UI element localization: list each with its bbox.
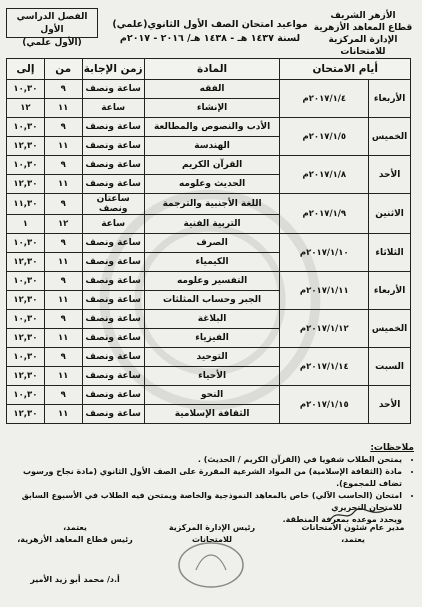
from-time-cell: ١١ (44, 99, 82, 118)
header-line: قطاع المعاهد الأزهرية (313, 23, 413, 33)
subject-cell: الجبر وحساب المثلثات (144, 291, 280, 310)
duration-cell: ساعة ونصف (82, 405, 144, 424)
table-row (7, 234, 411, 253)
to-time-cell: ١٢,٣٠ (7, 329, 45, 348)
col-header-from: من (44, 59, 82, 80)
duration-cell: ساعة ونصف (82, 272, 144, 291)
table-row (7, 348, 411, 367)
duration-cell: ساعة (82, 99, 144, 118)
exam-day-cell: الخميس (369, 118, 411, 156)
col-header-duration: زمن الإجابة (82, 59, 144, 80)
from-time-cell: ٩ (44, 272, 82, 291)
from-time-cell: ١٢ (44, 215, 82, 234)
grade-label: (الأول علمي) (22, 38, 82, 48)
subject-cell: التفسير وعلومه (144, 272, 280, 291)
from-time-cell: ١١ (44, 329, 82, 348)
exam-day-cell: الأربعاء (369, 272, 411, 310)
duration-cell: ساعة ونصف (82, 118, 144, 137)
to-time-cell: ١٢ (7, 99, 45, 118)
from-time-cell: ١١ (44, 367, 82, 386)
exam-day-cell: الأربعاء (369, 80, 411, 118)
duration-cell: ساعة ونصف (82, 348, 144, 367)
table-row (7, 80, 411, 99)
exam-day-cell: السبت (369, 348, 411, 386)
to-time-cell: ١٢,٣٠ (7, 405, 45, 424)
signature-block-sector-head (10, 522, 140, 586)
exam-day-cell: الأحد (369, 156, 411, 194)
duration-cell: ساعتان ونصف (82, 194, 144, 215)
note-item: • يمتحن الطلاب شفويا في (القرآن الكريم / الحديث) . (10, 454, 402, 466)
to-time-cell: ١٠,٣٠ (7, 156, 45, 175)
subject-cell: الأدب والنصوص والمطالعة (144, 118, 280, 137)
to-time-cell: ١٠,٣٠ (7, 310, 45, 329)
header-line: الأزهر الشريف (330, 11, 396, 21)
table-row (7, 272, 411, 291)
note-item: • امتحان (الحاسب الآلي) خاص بالمعاهد النموذجية والخاصة ويمتحن فيه الطلاب في الأسبوع السابق للامتحان التحريري (10, 490, 402, 514)
note-item: • مادة (الثقافة الإسلامية) من المواد الشرعية المقررة على الصف الأول الثانوي (مادة نجاح ورسوب تضاف للمجموع). (10, 466, 402, 490)
from-time-cell: ١١ (44, 137, 82, 156)
col-header-to: إلى (7, 59, 45, 80)
official-stamp (176, 540, 246, 590)
title-line: مواعيد امتحان الصف الأول الثانوي(علمي) (112, 19, 308, 30)
from-time-cell: ١١ (44, 405, 82, 424)
exam-day-cell: الأحد (369, 386, 411, 424)
subject-cell: التربية الفنية (144, 215, 280, 234)
subject-cell: الحديث وعلومه (144, 175, 280, 194)
note-item: ويحدد موعده بمعرفة المنطقة. (282, 515, 402, 524)
duration-cell: ساعة ونصف (82, 329, 144, 348)
to-time-cell: ١ (7, 215, 45, 234)
from-time-cell: ١١ (44, 291, 82, 310)
duration-cell: ساعة ونصف (82, 234, 144, 253)
to-time-cell: ١٠,٣٠ (7, 234, 45, 253)
schedule-table (6, 58, 411, 424)
table-row (7, 118, 411, 137)
duration-cell: ساعة ونصف (82, 156, 144, 175)
from-time-cell: ٩ (44, 156, 82, 175)
table-row (7, 310, 411, 329)
exam-date-cell: ٢٠١٧/١/١٠م (280, 234, 369, 272)
col-header-day: أيام الامتحان (280, 59, 411, 80)
duration-cell: ساعة ونصف (82, 137, 144, 156)
from-time-cell: ٩ (44, 118, 82, 137)
from-time-cell: ٩ (44, 194, 82, 215)
exam-date-cell: ٢٠١٧/١/٨م (280, 156, 369, 194)
duration-cell: ساعة ونصف (82, 253, 144, 272)
from-time-cell: ٩ (44, 386, 82, 405)
signature-title: رئيس الإدارة المركزية للامتحانات (168, 523, 256, 544)
exam-date-cell: ٢٠١٧/١/٤م (280, 80, 369, 118)
duration-cell: ساعة ونصف (82, 291, 144, 310)
subject-cell: القرآن الكريم (144, 156, 280, 175)
exam-day-cell: الخميس (369, 310, 411, 348)
duration-cell: ساعة ونصف (82, 386, 144, 405)
semester-label: الفصل الدراسي الأول (16, 12, 88, 35)
subject-cell: الإنشاء (144, 99, 280, 118)
institution-header (312, 10, 414, 58)
to-time-cell: ١٢,٣٠ (7, 137, 45, 156)
exam-day-cell: الثلاثاء (369, 234, 411, 272)
exam-date-cell: ٢٠١٧/١/٥م (280, 118, 369, 156)
from-time-cell: ٩ (44, 348, 82, 367)
to-time-cell: ١٠,٣٠ (7, 348, 45, 367)
from-time-cell: ٩ (44, 310, 82, 329)
signature-approve: يعتمد، (63, 523, 87, 532)
to-time-cell: ١٢,٣٠ (7, 291, 45, 310)
duration-cell: ساعة (82, 215, 144, 234)
subject-cell: الفقه (144, 80, 280, 99)
exam-date-cell: ٢٠١٧/١/٩م (280, 194, 369, 234)
exam-date-cell: ٢٠١٧/١/١٢م (280, 310, 369, 348)
signature-title: مدير عام شئون الامتحانات (301, 523, 405, 532)
to-time-cell: ١٠,٣٠ (7, 118, 45, 137)
to-time-cell: ١٢,٣٠ (7, 175, 45, 194)
to-time-cell: ١١,٣٠ (7, 194, 45, 215)
from-time-cell: ٩ (44, 80, 82, 99)
exam-date-cell: ٢٠١٧/١/١٤م (280, 348, 369, 386)
header-line: الإدارة المركزية للامتحانات (328, 35, 398, 57)
title-line: لسنة ١٤٣٧ هـ - ١٤٣٨ هـ/ ٢٠١٦ - ٢٠١٧م (119, 33, 301, 44)
schedule-body (7, 80, 411, 424)
exam-date-cell: ٢٠١٧/١/١٥م (280, 386, 369, 424)
subject-cell: الهندسة (144, 137, 280, 156)
to-time-cell: ١٢,٣٠ (7, 253, 45, 272)
from-time-cell: ١١ (44, 253, 82, 272)
subject-cell: الكيمياء (144, 253, 280, 272)
table-row (7, 156, 411, 175)
to-time-cell: ١٠,٣٠ (7, 80, 45, 99)
subject-cell: النحو (144, 386, 280, 405)
col-header-subject: المادة (144, 59, 280, 80)
to-time-cell: ١٠,٣٠ (7, 272, 45, 291)
from-time-cell: ١١ (44, 175, 82, 194)
handwritten-signature (328, 506, 388, 524)
duration-cell: ساعة ونصف (82, 310, 144, 329)
exam-day-cell: الاثنين (369, 194, 411, 234)
semester-box (6, 8, 98, 48)
subject-cell: البلاغة (144, 310, 280, 329)
duration-cell: ساعة ونصف (82, 80, 144, 99)
from-time-cell: ٩ (44, 234, 82, 253)
subject-cell: الفيزياء (144, 329, 280, 348)
notes-title: ملاحظات: (370, 443, 414, 453)
table-row (7, 386, 411, 405)
signature-approve: يعتمد، (341, 535, 365, 544)
exam-date-cell: ٢٠١٧/١/١١م (280, 272, 369, 310)
signature-block-exams-director (298, 522, 408, 546)
to-time-cell: ١٠,٣٠ (7, 386, 45, 405)
subject-cell: الثقافة الإسلامية (144, 405, 280, 424)
subject-cell: الأحياء (144, 367, 280, 386)
signature-title: رئيس قطاع المعاهد الأزهرية، (17, 535, 133, 544)
subject-cell: الصرف (144, 234, 280, 253)
subject-cell: اللغة الأجنبية والترجمة (144, 194, 280, 215)
subject-cell: التوحيد (144, 348, 280, 367)
signatory-name: أ.د/ محمد أبو زيد الأمير (30, 575, 120, 584)
duration-cell: ساعة ونصف (82, 367, 144, 386)
document-title (110, 18, 310, 46)
duration-cell: ساعة ونصف (82, 175, 144, 194)
table-row (7, 194, 411, 215)
table-header-row (7, 59, 411, 80)
to-time-cell: ١٢,٣٠ (7, 367, 45, 386)
